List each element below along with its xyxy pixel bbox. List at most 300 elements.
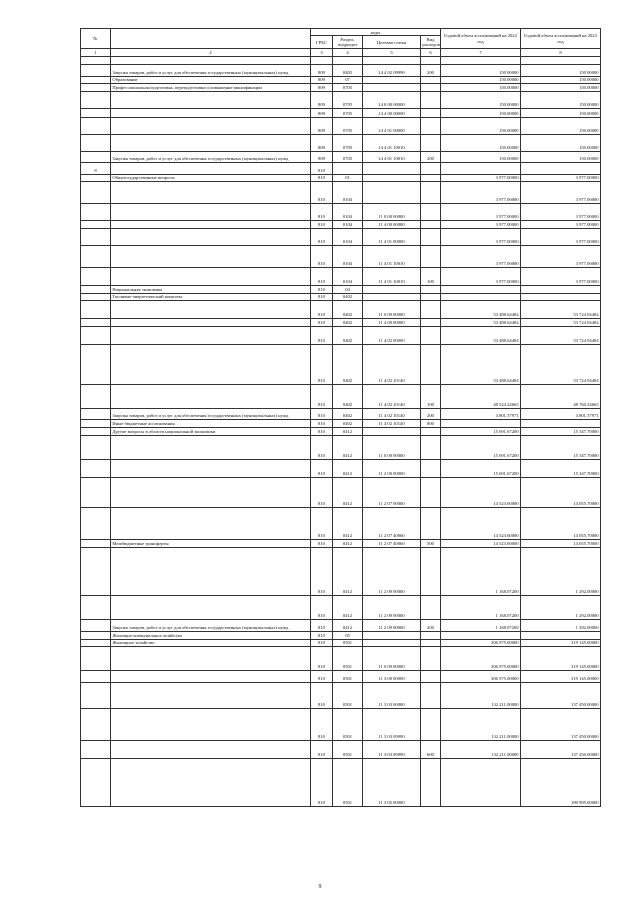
- row-name-cell: [111, 268, 311, 286]
- amount-2022-cell: [441, 293, 521, 300]
- section-code-cell: 0412: [333, 540, 363, 548]
- row-number-cell: [81, 108, 111, 117]
- table-row: [81, 740, 601, 758]
- expense-type-cell: [421, 117, 441, 134]
- budget-table: [80, 28, 601, 807]
- section-code-cell: 0412: [333, 596, 363, 620]
- target-code-cell: [363, 174, 421, 181]
- section-code-cell: 0501: [333, 670, 363, 682]
- target-code-cell: 11 4 01 10010: [363, 268, 421, 286]
- section-code-cell: 05: [333, 632, 363, 639]
- row-name-cell: [111, 134, 311, 151]
- target-code-cell: 11 2 07 40060: [363, 508, 421, 540]
- section-code-cell: 0104: [333, 268, 363, 286]
- grbs-code-cell: 810: [311, 460, 333, 478]
- row-name-cell: Другие вопросы в области национальной экономики: [111, 428, 311, 436]
- table-row: [81, 293, 601, 300]
- section-code-cell: 0501: [333, 758, 363, 806]
- row-number-cell: [81, 620, 111, 632]
- target-code-cell: 14 4 01 10010: [363, 151, 421, 162]
- amount-2023-cell: 14 055.70000: [521, 508, 601, 540]
- target-code-cell: 11 2 07 40060: [363, 540, 421, 548]
- amount-2023-cell: 319 145.00000: [521, 670, 601, 682]
- amount-2023-cell: 14 055.70000: [521, 478, 601, 508]
- section-code-cell: 0705: [333, 117, 363, 134]
- amount-2022-cell: 150.00000: [441, 64, 521, 76]
- amount-2023-cell: 137 450.00000: [521, 740, 601, 758]
- amount-2022-cell: 306 975.00000: [441, 646, 521, 670]
- amount-2022-cell: 3 977.00000: [441, 204, 521, 221]
- grbs-code-cell: 810: [311, 508, 333, 540]
- row-number-cell: [81, 409, 111, 420]
- table-row: [81, 670, 601, 682]
- amount-2022-cell: 150.00000: [441, 151, 521, 162]
- amount-2022-cell: 1 168.07200: [441, 620, 521, 632]
- amount-2023-cell: 15 347.70000: [521, 460, 601, 478]
- amount-2022-cell: 15 691.67200: [441, 436, 521, 460]
- expense-type-cell: [421, 91, 441, 108]
- row-number-cell: [81, 460, 111, 478]
- grbs-code-cell: 809: [311, 134, 333, 151]
- amount-2022-cell: 3 977.00000: [441, 229, 521, 246]
- target-code-cell: 11 4 02 10140: [363, 345, 421, 385]
- section-code-cell: 0412: [333, 620, 363, 632]
- row-name-cell: [111, 682, 311, 708]
- table-row: [81, 246, 601, 268]
- row-number-cell: [81, 420, 111, 428]
- row-number-cell: [81, 345, 111, 385]
- row-name-cell: [111, 229, 311, 246]
- table-row: [81, 632, 601, 639]
- amount-2022-cell: [441, 56, 521, 64]
- amount-2022-cell: 14 523.60000: [441, 540, 521, 548]
- row-number-cell: [81, 286, 111, 293]
- row-number-cell: [81, 221, 111, 229]
- section-code-cell: 0402: [333, 345, 363, 385]
- target-code-cell: 11 3 03 09990: [363, 740, 421, 758]
- table-row: [81, 204, 601, 221]
- expense-type-cell: [421, 84, 441, 91]
- target-code-cell: 11 3 05 00000: [363, 758, 421, 806]
- amount-2022-cell: 1 168.07200: [441, 548, 521, 596]
- grbs-code-cell: 809: [311, 117, 333, 134]
- row-name-cell: [111, 301, 311, 319]
- row-name-cell: [111, 182, 311, 204]
- target-code-cell: [363, 428, 421, 436]
- amount-2022-cell: 150.00000: [441, 76, 521, 83]
- amount-2023-cell: 3 977.00000: [521, 204, 601, 221]
- expense-type-cell: [421, 221, 441, 229]
- row-number-cell: [81, 708, 111, 740]
- index-cell: 2: [111, 49, 311, 56]
- expense-type-cell: [421, 508, 441, 540]
- table-row: [81, 478, 601, 508]
- expense-type-cell: [421, 670, 441, 682]
- grbs-code-cell: 810: [311, 620, 333, 632]
- grbs-code-cell: 810: [311, 596, 333, 620]
- row-name-cell: Жилищное хозяйство: [111, 639, 311, 646]
- row-number-cell: [81, 548, 111, 596]
- section-code-cell: 0104: [333, 182, 363, 204]
- amount-2023-cell: [521, 162, 601, 174]
- expense-type-cell: [421, 182, 441, 204]
- expense-type-cell: [421, 327, 441, 345]
- target-code-cell: 11 2 07 00000: [363, 478, 421, 508]
- expense-type-cell: [421, 134, 441, 151]
- amount-2022-cell: 306 975.00000: [441, 670, 521, 682]
- row-name-cell: [111, 204, 311, 221]
- table-row: [81, 420, 601, 428]
- section-code-cell: [333, 162, 363, 174]
- expense-type-cell: [421, 204, 441, 221]
- section-code-cell: 07: [333, 76, 363, 83]
- table-row: [81, 460, 601, 478]
- column-index-row: [81, 49, 601, 56]
- table-row: [81, 108, 601, 117]
- amount-2022-cell: [441, 758, 521, 806]
- amount-2022-cell: 150.00000: [441, 134, 521, 151]
- amount-2023-cell: 150.00000: [521, 64, 601, 76]
- grbs-code-cell: 809: [311, 64, 333, 76]
- amount-2022-cell: 3 977.00000: [441, 268, 521, 286]
- target-code-cell: 11 0 00 00000: [363, 204, 421, 221]
- grbs-code-cell: 810: [311, 420, 333, 428]
- amount-2022-cell: 3 977.00000: [441, 182, 521, 204]
- target-code-cell: 11 3 00 00000: [363, 670, 421, 682]
- section-code-cell: 0412: [333, 436, 363, 460]
- amount-2023-cell: [521, 420, 601, 428]
- target-code-cell: [363, 84, 421, 91]
- grbs-code-cell: 810: [311, 162, 333, 174]
- table-row: [81, 327, 601, 345]
- codes-group-header: коды: [311, 29, 441, 36]
- row-name-cell: [111, 436, 311, 460]
- section-code-cell: 0402: [333, 327, 363, 345]
- target-code-cell: [363, 639, 421, 646]
- amount-2023-cell: 3 977.00000: [521, 174, 601, 181]
- expense-type-cell: [421, 548, 441, 596]
- expense-type-cell: [421, 345, 441, 385]
- expense-type-cell: [421, 108, 441, 117]
- amount-2022-cell: 14 523.60000: [441, 508, 521, 540]
- index-cell: 3: [311, 49, 333, 56]
- amount-2023-cell: 53 724.94484: [521, 345, 601, 385]
- table-row: [81, 174, 601, 181]
- amount-2022-cell: 53 488.64484: [441, 301, 521, 319]
- expense-type-cell: [421, 286, 441, 293]
- amount-2023-cell: 137 450.00000: [521, 682, 601, 708]
- amount-2023-cell: 3 977.00000: [521, 246, 601, 268]
- row-number-cell: [81, 758, 111, 806]
- expense-type-cell: [421, 682, 441, 708]
- section-code-cell: 0501: [333, 682, 363, 708]
- amount-2022-cell: 14 523.60000: [441, 478, 521, 508]
- grbs-code-cell: 810: [311, 548, 333, 596]
- row-number-cell: [81, 151, 111, 162]
- table-row: [81, 117, 601, 134]
- section-code-cell: 01: [333, 174, 363, 181]
- amount-2023-cell: 319 145.00000: [521, 646, 601, 670]
- index-cell: 8: [521, 49, 601, 56]
- row-name-cell: [111, 327, 311, 345]
- row-name-cell: [111, 548, 311, 596]
- row-number-cell: [81, 596, 111, 620]
- table-row: [81, 286, 601, 293]
- section-code-cell: 0412: [333, 428, 363, 436]
- amount-2023-cell: 3 977.00000: [521, 229, 601, 246]
- table-row: [81, 428, 601, 436]
- amount-2022-cell: 132 211.00000: [441, 740, 521, 758]
- amount-2023-cell: 3 977.00000: [521, 221, 601, 229]
- col-name-header: [111, 29, 311, 49]
- row-number-cell: [81, 268, 111, 286]
- expense-type-cell: [421, 293, 441, 300]
- grbs-code-cell: 810: [311, 540, 333, 548]
- row-name-cell: [111, 385, 311, 409]
- row-number-cell: [81, 301, 111, 319]
- expense-type-cell: [421, 56, 441, 64]
- grbs-code-cell: 810: [311, 670, 333, 682]
- target-code-cell: 11 2 00 00000: [363, 460, 421, 478]
- expense-type-cell: 200: [421, 409, 441, 420]
- table-row: [81, 620, 601, 632]
- amount-2022-cell: 150.00000: [441, 108, 521, 117]
- amount-2023-cell: 150.00000: [521, 134, 601, 151]
- row-name-cell: [111, 56, 311, 64]
- row-number-cell: [81, 540, 111, 548]
- table-row: [81, 596, 601, 620]
- amount-2022-cell: 3 977.00000: [441, 246, 521, 268]
- expense-type-cell: 200: [421, 620, 441, 632]
- amount-2022-cell: 48 524.24665: [441, 385, 521, 409]
- row-number-cell: 8: [81, 162, 111, 174]
- table-row: [81, 682, 601, 708]
- grbs-code-cell: 810: [311, 293, 333, 300]
- expense-type-cell: 200: [421, 64, 441, 76]
- expense-type-cell: [421, 436, 441, 460]
- amount-2023-cell: 53 724.94484: [521, 301, 601, 319]
- row-number-cell: [81, 56, 111, 64]
- amount-2022-cell: 306 975.00000: [441, 639, 521, 646]
- table-row: [81, 84, 601, 91]
- amount-2023-cell: 1 292.00000: [521, 548, 601, 596]
- grbs-code-cell: 810: [311, 246, 333, 268]
- expense-type-cell: [421, 646, 441, 670]
- grbs-code-cell: 810: [311, 268, 333, 286]
- row-name-cell: Жилищно-коммунальное хозяйство: [111, 632, 311, 639]
- target-code-cell: 14 4 01 00000: [363, 117, 421, 134]
- amount-2023-cell: 150.00000: [521, 117, 601, 134]
- section-code-cell: 0402: [333, 301, 363, 319]
- grbs-code-cell: 810: [311, 646, 333, 670]
- grbs-code-cell: 810: [311, 385, 333, 409]
- amount-2022-cell: 3 977.00000: [441, 221, 521, 229]
- section-code-cell: 0412: [333, 478, 363, 508]
- section-code-cell: 0104: [333, 246, 363, 268]
- row-number-cell: [81, 76, 111, 83]
- index-cell: 5: [363, 49, 421, 56]
- section-code-cell: 0402: [333, 385, 363, 409]
- row-name-cell: Межбюджетные трансферты: [111, 540, 311, 548]
- amount-2022-cell: 53 488.64484: [441, 319, 521, 327]
- expense-type-cell: [421, 162, 441, 174]
- row-name-cell: [111, 646, 311, 670]
- row-name-cell: Образование: [111, 76, 311, 83]
- target-code-cell: 11 0 00 00000: [363, 646, 421, 670]
- amount-2022-cell: 150.00000: [441, 84, 521, 91]
- expense-type-cell: 600: [421, 740, 441, 758]
- table-row: [81, 345, 601, 385]
- grbs-code-cell: 809: [311, 84, 333, 91]
- index-cell: 7: [441, 49, 521, 56]
- section-code-cell: 0501: [333, 639, 363, 646]
- expense-type-cell: [421, 76, 441, 83]
- table-row: [81, 385, 601, 409]
- grbs-code-cell: 810: [311, 740, 333, 758]
- amount-2023-cell: [521, 632, 601, 639]
- section-code-cell: 0705: [333, 84, 363, 91]
- row-name-cell: [111, 478, 311, 508]
- grbs-code-cell: 810: [311, 286, 333, 293]
- index-cell: 6: [421, 49, 441, 56]
- expense-type-cell: [421, 319, 441, 327]
- target-code-cell: [363, 632, 421, 639]
- table-row: [81, 151, 601, 162]
- row-name-cell: Закупка товаров, работ и услуг для обеспечения государственных (муниципальных) нужд: [111, 151, 311, 162]
- amount-2022-cell: 53 488.64484: [441, 327, 521, 345]
- col-2022-header: Годовой объем ассигнований на 2022 год: [441, 29, 521, 49]
- target-code-cell: 11 2 09 00000: [363, 620, 421, 632]
- section-code-cell: 04: [333, 286, 363, 293]
- target-code-cell: 11 4 01 10010: [363, 246, 421, 268]
- amount-2023-cell: 4 801.57971: [521, 409, 601, 420]
- row-number-cell: [81, 478, 111, 508]
- col-no-header: №: [81, 29, 111, 49]
- section-code-cell: 0705: [333, 91, 363, 108]
- grbs-code-cell: [311, 56, 333, 64]
- amount-2022-cell: 132 211.00000: [441, 708, 521, 740]
- row-name-cell: Иные бюджетные ассигнования: [111, 420, 311, 428]
- target-code-cell: 11 3 03 09990: [363, 708, 421, 740]
- grbs-code-cell: 809: [311, 108, 333, 117]
- table-row: [81, 548, 601, 596]
- section-code-cell: 0402: [333, 409, 363, 420]
- row-number-cell: [81, 682, 111, 708]
- row-number-cell: [81, 740, 111, 758]
- table-row: [81, 758, 601, 806]
- section-code-cell: 0405: [333, 64, 363, 76]
- row-name-cell: Общегосударственные вопросы: [111, 174, 311, 181]
- row-number-cell: [81, 204, 111, 221]
- row-number-cell: [81, 293, 111, 300]
- grbs-code-cell: 810: [311, 639, 333, 646]
- table-row: [81, 221, 601, 229]
- expense-type-cell: [421, 478, 441, 508]
- table-row: [81, 56, 601, 64]
- row-number-cell: [81, 134, 111, 151]
- expense-type-cell: [421, 229, 441, 246]
- table-row: [81, 646, 601, 670]
- col-target-header: Целевая статья: [363, 36, 421, 49]
- expense-type-cell: [421, 708, 441, 740]
- table-row: [81, 436, 601, 460]
- table-row: [81, 639, 601, 646]
- grbs-code-cell: 809: [311, 91, 333, 108]
- row-name-cell: [111, 117, 311, 134]
- expense-type-cell: [421, 460, 441, 478]
- expense-type-cell: [421, 596, 441, 620]
- amount-2023-cell: 150.00000: [521, 151, 601, 162]
- row-name-cell: [111, 319, 311, 327]
- amount-2023-cell: 1 292.00000: [521, 596, 601, 620]
- amount-2022-cell: 53 488.64484: [441, 345, 521, 385]
- target-code-cell: [363, 286, 421, 293]
- row-number-cell: [81, 639, 111, 646]
- grbs-code-cell: 809: [311, 151, 333, 162]
- section-code-cell: 0104: [333, 229, 363, 246]
- row-number-cell: [81, 91, 111, 108]
- table-row: [81, 91, 601, 108]
- grbs-code-cell: 810: [311, 221, 333, 229]
- table-row: [81, 301, 601, 319]
- target-code-cell: 11 4 00 00000: [363, 221, 421, 229]
- section-code-cell: 0402: [333, 420, 363, 428]
- target-code-cell: 11 2 09 00000: [363, 596, 421, 620]
- expense-type-cell: [421, 174, 441, 181]
- expense-type-cell: 800: [421, 420, 441, 428]
- row-name-cell: [111, 508, 311, 540]
- row-number-cell: [81, 428, 111, 436]
- amount-2023-cell: 3 977.00000: [521, 268, 601, 286]
- grbs-code-cell: 810: [311, 436, 333, 460]
- amount-2022-cell: 4 801.57971: [441, 409, 521, 420]
- row-name-cell: Топливно-энергетический комплекс: [111, 293, 311, 300]
- expense-type-cell: 500: [421, 540, 441, 548]
- grbs-code-cell: 810: [311, 301, 333, 319]
- col-grbs-header: ГРБС: [311, 36, 333, 49]
- row-name-cell: [111, 345, 311, 385]
- row-name-cell: [111, 221, 311, 229]
- target-code-cell: 11 0 00 00000: [363, 436, 421, 460]
- amount-2022-cell: 15 691.67200: [441, 428, 521, 436]
- row-number-cell: [81, 174, 111, 181]
- grbs-code-cell: 810: [311, 478, 333, 508]
- target-code-cell: 11 0 00 00000: [363, 301, 421, 319]
- amount-2022-cell: [441, 162, 521, 174]
- amount-2023-cell: 3 977.00000: [521, 182, 601, 204]
- amount-2023-cell: [521, 56, 601, 64]
- row-name-cell: Закупка товаров, работ и услуг для обеспечения государственных (муниципальных) нужд: [111, 64, 311, 76]
- section-code-cell: 0402: [333, 293, 363, 300]
- amount-2023-cell: 1 292.00000: [521, 620, 601, 632]
- target-code-cell: 11 3 03 00000: [363, 682, 421, 708]
- row-number-cell: [81, 117, 111, 134]
- grbs-code-cell: 810: [311, 174, 333, 181]
- target-code-cell: 14 0 00 00000: [363, 91, 421, 108]
- table-row: [81, 76, 601, 83]
- table-body: [81, 49, 601, 807]
- row-name-cell: [111, 596, 311, 620]
- section-code-cell: 0412: [333, 460, 363, 478]
- table-row: [81, 134, 601, 151]
- amount-2023-cell: [521, 286, 601, 293]
- section-code-cell: 0104: [333, 221, 363, 229]
- grbs-code-cell: 809: [311, 76, 333, 83]
- amount-2022-cell: [441, 632, 521, 639]
- table-row: [81, 708, 601, 740]
- target-code-cell: 11 4 02 10140: [363, 409, 421, 420]
- amount-2023-cell: [521, 293, 601, 300]
